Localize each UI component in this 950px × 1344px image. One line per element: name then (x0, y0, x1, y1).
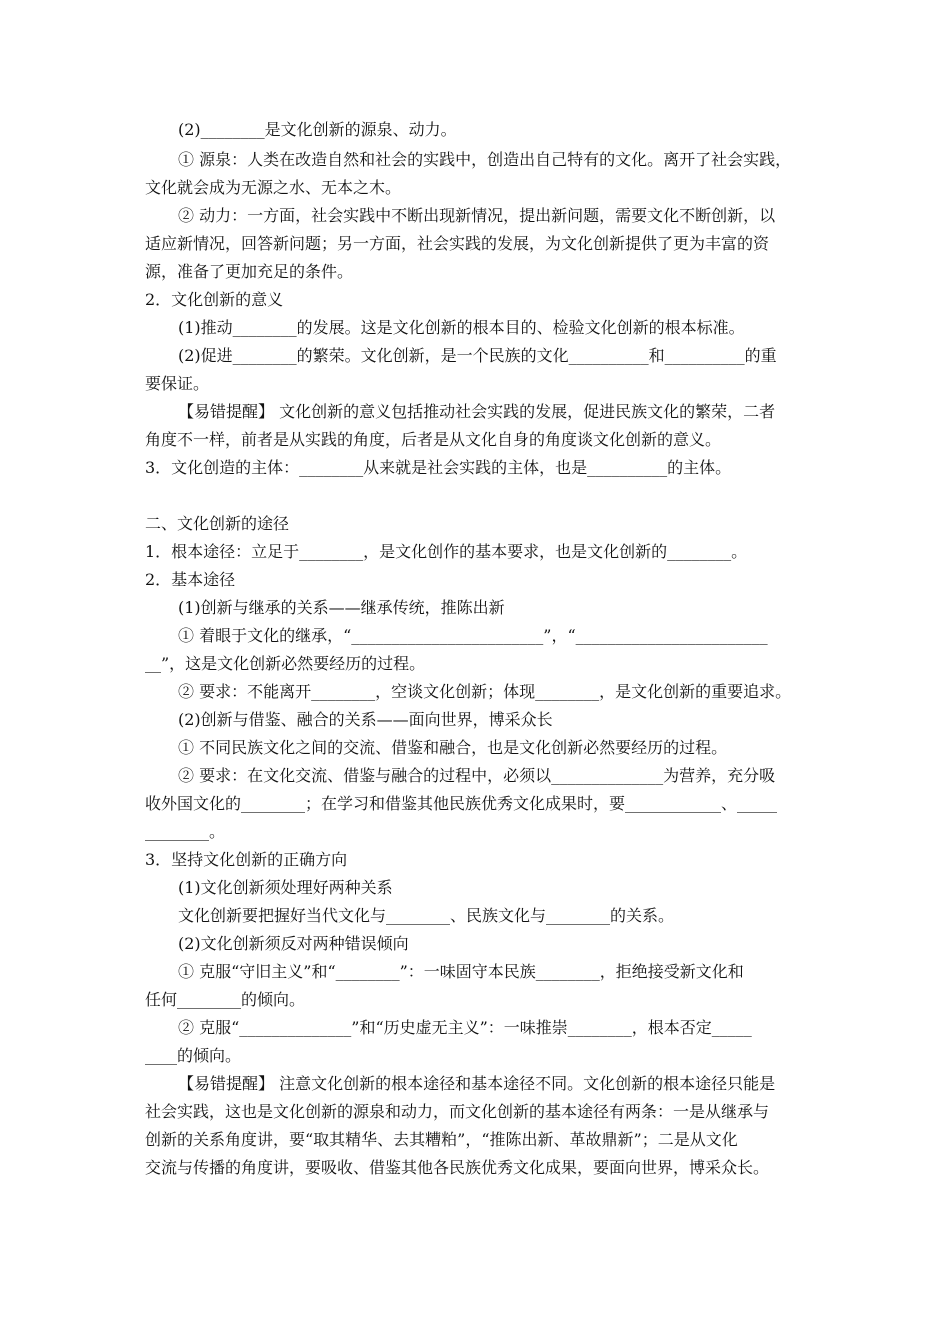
text-line: (1)创新与继承的关系——继承传统，推陈出新 (178, 598, 505, 617)
text-line: 文化就会成为无源之水、无本之木。 (145, 178, 402, 197)
text-line: (1)推动________的发展。这是文化创新的根本目的、检验文化创新的根本标准。 (178, 318, 745, 337)
text-line: 要保证。 (145, 374, 210, 393)
text-line: ② 要求：不能离开________，空谈文化创新；体现________，是文化创新的重要追求。 (178, 682, 792, 701)
text-line: __”，这是文化创新必然要经历的过程。 (145, 654, 426, 673)
text-line: 收外国文化的________；在学习和借鉴其他民族优秀文化成果时，要____________、_____ (145, 794, 778, 813)
text-line: 3．文化创造的主体：________从来就是社会实践的主体，也是__________的主体。 (145, 458, 732, 477)
text-line: 源，准备了更加充足的条件。 (145, 262, 354, 281)
section-heading: 3．坚持文化创新的正确方向 (145, 850, 348, 869)
section-heading: 二、文化创新的途径 (145, 514, 290, 533)
text-line: (2)文化创新须反对两种错误倾向 (178, 934, 409, 953)
section-heading: 2．文化创新的意义 (145, 290, 284, 309)
tip-line: 【易错提醒】 注意文化创新的根本途径和基本途径不同。文化创新的根本途径只能是 (178, 1074, 776, 1093)
text-line: ① 源泉：人类在改造自然和社会的实践中，创造出自己特有的文化。离开了社会实践， (178, 150, 792, 169)
text-line: ____的倾向。 (145, 1046, 242, 1065)
tip-line: 交流与传播的角度讲，要吸收、借鉴其他各民族优秀文化成果，要面向世界，博采众长。 (145, 1158, 770, 1177)
tip-line: 【易错提醒】 文化创新的意义包括推动社会实践的发展，促进民族文化的繁荣，二者 (178, 402, 776, 421)
section-heading: 2．基本途径 (145, 570, 236, 589)
text-line: (2)创新与借鉴、融合的关系——面向世界，博采众长 (178, 710, 553, 729)
text-line: 文化创新要把握好当代文化与________、民族文化与________的关系。 (178, 906, 675, 925)
text-line: ② 动力：一方面，社会实践中不断出现新情况，提出新问题，需要文化不断创新，以 (178, 206, 776, 225)
text-line: ① 着眼于文化的继承，“________________________”，“________________________ (178, 626, 768, 645)
text-line: (2)________是文化创新的源泉、动力。 (178, 120, 457, 139)
tip-line: 角度不一样，前者是从实践的角度，后者是从文化自身的角度谈文化创新的意义。 (145, 430, 722, 449)
text-line: ① 克服“守旧主义”和“________”：一味固守本民族________，拒绝接受新文化和 (178, 962, 744, 981)
tip-line: 创新的关系角度讲，要“取其精华、去其糟粕”，“推陈出新、革故鼎新”；二是从文化 (145, 1130, 738, 1149)
text-line: 1．根本途径：立足于________，是文化创作的基本要求，也是文化创新的________。 (145, 542, 748, 561)
text-line: (2)促进________的繁荣。文化创新，是一个民族的文化__________和__________的重 (178, 346, 777, 365)
text-line: ① 不同民族文化之间的交流、借鉴和融合，也是文化创新必然要经历的过程。 (178, 738, 728, 757)
text-line: (1)文化创新须处理好两种关系 (178, 878, 393, 897)
text-line: 任何________的倾向。 (145, 990, 306, 1009)
text-line: ② 要求：在文化交流、借鉴与融合的过程中，必须以______________为营养，充分吸 (178, 766, 776, 785)
text-line: 适应新情况，回答新问题；另一方面，社会实践的发展，为文化创新提供了更为丰富的资 (145, 234, 770, 253)
text-line: ② 克服“______________”和“历史虚无主义”：一味推崇________，根本否定_____ (178, 1018, 752, 1037)
text-line: ________。 (145, 822, 226, 841)
tip-line: 社会实践，这也是文化创新的源泉和动力，而文化创新的基本途径有两条：一是从继承与 (145, 1102, 770, 1121)
